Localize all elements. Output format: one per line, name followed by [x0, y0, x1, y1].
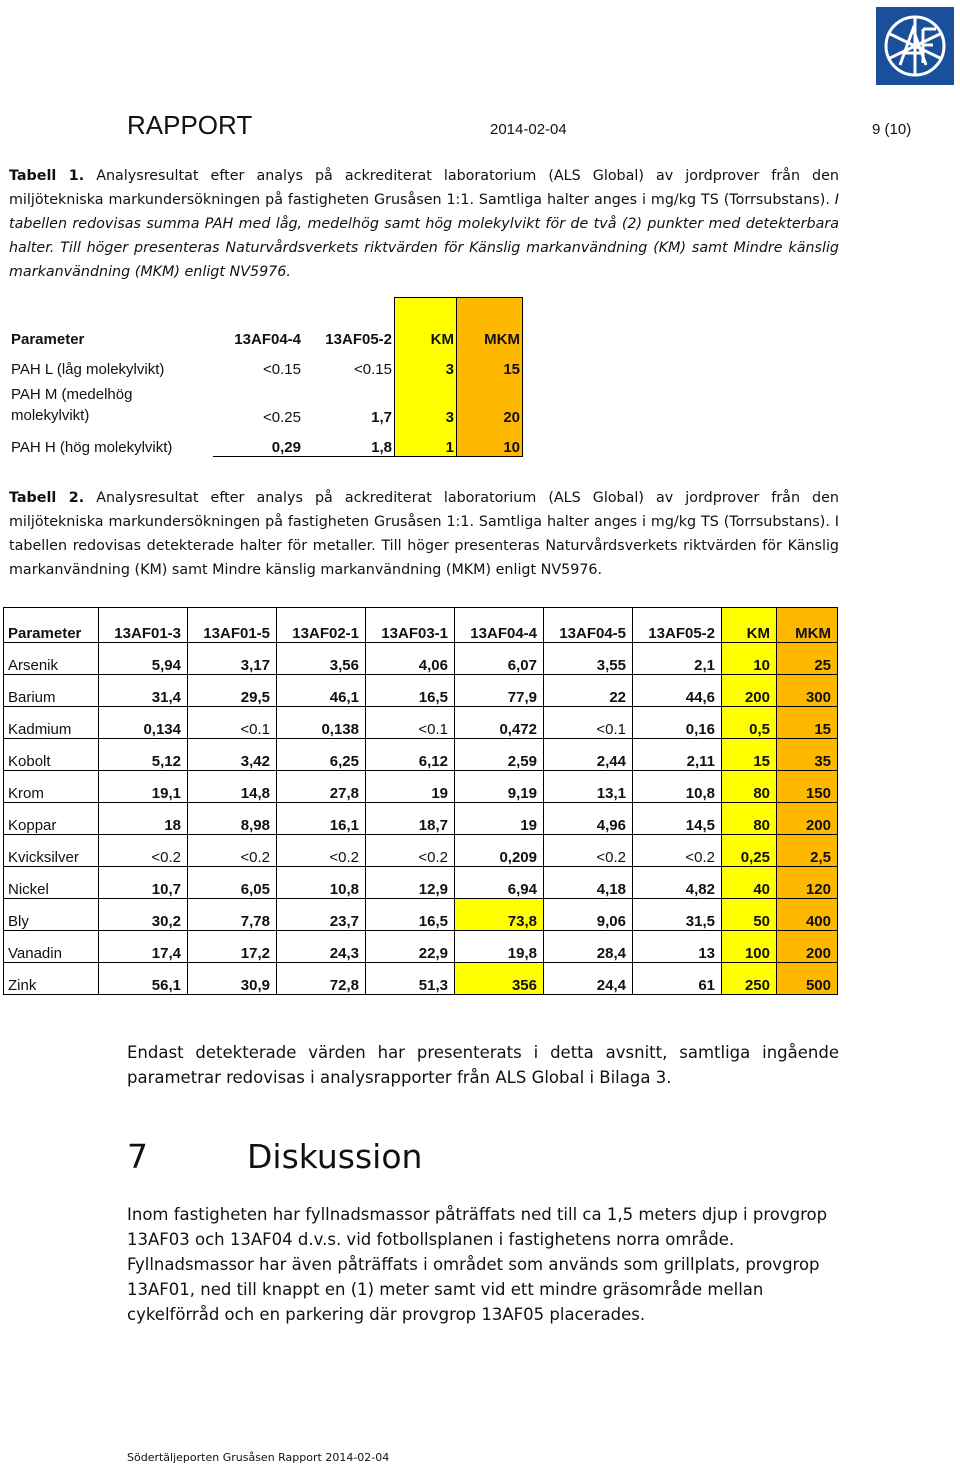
table-row: [4, 803, 838, 835]
value-cell: 17,4: [99, 931, 188, 963]
mkm-cell: 15: [457, 354, 523, 378]
km-cell: 200: [722, 675, 777, 707]
table1-caption-text: Analysresultat efter analys på ackrediterat laboratorium (ALS Global) av jordprover från den miljötekniska markundersökningen på fastigheten Grusåsen 1:1. Samtliga halter anges i mg/kg TS (Torrsubstans).: [9, 168, 839, 208]
table-row: [4, 739, 838, 771]
value-cell: <0.15: [263, 361, 301, 378]
value-cell: 16,5: [366, 675, 455, 707]
value-cell: 77,9: [455, 675, 544, 707]
header-cell: MKM: [777, 608, 838, 643]
value-cell: <0.2: [544, 835, 633, 867]
param-cell: Bly: [4, 899, 99, 931]
value-cell: 16,1: [277, 803, 366, 835]
mkm-cell: 120: [777, 867, 838, 899]
table1-label: Tabell 1.: [9, 168, 85, 184]
table-row: [4, 675, 838, 707]
param-cell: Koppar: [4, 803, 99, 835]
note-paragraph: Endast detekterade värden har presenterats i detta avsnitt, samtliga ingående parametrar redovisas i analysrapporter från ALS Global i Bilaga 3.: [127, 1043, 839, 1087]
value-cell: 6,94: [455, 867, 544, 899]
value-cell: 8,98: [188, 803, 277, 835]
km-cell: 3: [395, 354, 457, 378]
header-cell: 13AF03-1: [366, 608, 455, 643]
value-cell: 18,7: [366, 803, 455, 835]
table-row: [4, 771, 838, 803]
value-cell: 1,7: [371, 409, 392, 426]
report-title: RAPPORT: [127, 110, 253, 140]
value-cell: <0.2: [188, 835, 277, 867]
value-cell: 19: [455, 803, 544, 835]
param-cell: Barium: [4, 675, 99, 707]
value-cell: 0,209: [455, 835, 544, 867]
table2-caption: [9, 486, 839, 582]
value-cell: 61: [633, 963, 722, 995]
mkm-cell: 2,5: [777, 835, 838, 867]
value-cell: 19,1: [99, 771, 188, 803]
table-row: [4, 643, 838, 675]
value-cell: 51,3: [366, 963, 455, 995]
value-cell: 22: [544, 675, 633, 707]
value-cell: 10,8: [277, 867, 366, 899]
value-cell: 31,5: [633, 899, 722, 931]
mkm-cell: 400: [777, 899, 838, 931]
value-cell: 9,19: [455, 771, 544, 803]
km-cell: 100: [722, 931, 777, 963]
km-cell: 80: [722, 803, 777, 835]
km-cell: 10: [722, 643, 777, 675]
table-header-row: [4, 608, 838, 643]
value-cell: 13,1: [544, 771, 633, 803]
header-cell: 13AF01-5: [188, 608, 277, 643]
value-cell: 0,138: [277, 707, 366, 739]
header-cell: 13AF04-4: [455, 608, 544, 643]
value-cell: <0.25: [263, 409, 301, 426]
value-cell: 2,59: [455, 739, 544, 771]
mkm-cell: 200: [777, 803, 838, 835]
value-cell: 356: [455, 963, 544, 995]
value-cell: <0.1: [188, 707, 277, 739]
discussion-text: [127, 1202, 839, 1327]
value-cell: 4,96: [544, 803, 633, 835]
mkm-cell: 200: [777, 931, 838, 963]
value-cell: 12,9: [366, 867, 455, 899]
value-cell: <0.15: [354, 361, 392, 378]
header-cell: 13AF05-2: [633, 608, 722, 643]
value-cell: 24,3: [277, 931, 366, 963]
value-cell: 16,5: [366, 899, 455, 931]
table-row: [4, 931, 838, 963]
section-title: Diskussion: [247, 1137, 423, 1176]
table-row: [4, 835, 838, 867]
header-cell: Parameter: [11, 331, 85, 348]
value-cell: 2,44: [544, 739, 633, 771]
metals-table: [3, 607, 838, 995]
km-cell: 0,25: [722, 835, 777, 867]
mkm-cell: 25: [777, 643, 838, 675]
value-cell: 6,07: [455, 643, 544, 675]
section-number: 7: [127, 1137, 148, 1176]
value-cell: 2,11: [633, 739, 722, 771]
header-cell: Parameter: [4, 608, 99, 643]
value-cell: 18: [99, 803, 188, 835]
value-cell: 5,94: [99, 643, 188, 675]
value-cell: 3,17: [188, 643, 277, 675]
param-cell: Kobolt: [4, 739, 99, 771]
table-row: [4, 963, 838, 995]
value-cell: 6,05: [188, 867, 277, 899]
value-cell: <0.2: [633, 835, 722, 867]
mkm-cell: 10: [457, 426, 523, 456]
mkm-cell: 150: [777, 771, 838, 803]
km-cell: 250: [722, 963, 777, 995]
header-cell: 13AF04-5: [544, 608, 633, 643]
value-cell: 17,2: [188, 931, 277, 963]
km-cell: 50: [722, 899, 777, 931]
value-cell: <0.2: [366, 835, 455, 867]
param-cell: PAH H (hög molekylvikt): [11, 439, 173, 456]
km-cell: 40: [722, 867, 777, 899]
value-cell: 3,42: [188, 739, 277, 771]
header-cell: 13AF04-4: [234, 331, 301, 348]
param-cell: Kvicksilver: [4, 835, 99, 867]
value-cell: 0,29: [213, 426, 303, 456]
table-row: [4, 707, 838, 739]
value-cell: 13: [633, 931, 722, 963]
value-cell: 10,8: [633, 771, 722, 803]
table2-caption-text: Analysresultat efter analys på ackrediterat laboratorium (ALS Global) av jordprover från den miljötekniska markundersökningen på fastigheten Grusåsen 1:1. Samtliga halter anges i mg/kg TS (Torrsubstans). I tabellen redovisas detekterade halter för metaller. Till höger presenteras Naturvårdsverkets riktvärden för Känslig markanvändning (KM) samt Mindre känslig markanvändning (MKM) enligt NV5976.: [9, 490, 839, 578]
param-cell: PAH L (låg molekylvikt): [11, 361, 165, 378]
mkm-cell: 20: [457, 378, 523, 426]
mkm-cell: 300: [777, 675, 838, 707]
header-cell: KM: [722, 608, 777, 643]
km-cell: 3: [395, 378, 457, 426]
value-cell: 5,12: [99, 739, 188, 771]
discussion-paragraph: Fyllnadsmassor har även påträffats i området som används som grillplats, provgrop 13AF01, ned till knappt en (1) meter samt vid ett mindre gräsområde mellan cykelförråd och en parkering där provgrop 13AF05 placerades.: [127, 1255, 820, 1324]
param-cell: Arsenik: [4, 643, 99, 675]
km-cell: 80: [722, 771, 777, 803]
value-cell: 19,8: [455, 931, 544, 963]
value-cell: 30,2: [99, 899, 188, 931]
value-cell: 23,7: [277, 899, 366, 931]
param-line: molekylvikt): [11, 407, 90, 424]
value-cell: 6,12: [366, 739, 455, 771]
table-row: [4, 867, 838, 899]
value-cell: 14,5: [633, 803, 722, 835]
value-cell: 4,06: [366, 643, 455, 675]
value-cell: 14,8: [188, 771, 277, 803]
header-cell: 13AF02-1: [277, 608, 366, 643]
value-cell: 19: [366, 771, 455, 803]
value-cell: <0.2: [99, 835, 188, 867]
value-cell: 2,1: [633, 643, 722, 675]
value-cell: 27,8: [277, 771, 366, 803]
param-line: PAH M (medelhög: [11, 386, 133, 403]
km-cell: 1: [395, 426, 457, 456]
mkm-cell: 15: [777, 707, 838, 739]
header-cell-mkm: MKM: [457, 298, 523, 355]
value-cell: 0,472: [455, 707, 544, 739]
value-cell: 1,8: [303, 426, 395, 456]
header-cell-km: KM: [395, 298, 457, 355]
table-header-row: [9, 298, 523, 355]
value-cell: 0,16: [633, 707, 722, 739]
value-cell: 4,18: [544, 867, 633, 899]
header-cell: 13AF05-2: [325, 331, 392, 348]
mkm-cell: 500: [777, 963, 838, 995]
report-date: 2014-02-04: [490, 121, 567, 138]
value-cell: 29,5: [188, 675, 277, 707]
table1-caption-italic: I tabellen redovisas summa PAH med låg, medelhög samt hög molekylvikt för de två (2) punkter med detekterbara halter. Till höger presenteras Naturvårdsverkets riktvärden för Känslig markanvändning (KM) samt Mindre känslig markanvändning (MKM) enligt NV5976.: [9, 192, 840, 280]
value-cell: 22,9: [366, 931, 455, 963]
table2-label: Tabell 2.: [9, 490, 85, 506]
value-cell: 7,78: [188, 899, 277, 931]
discussion-paragraph: Inom fastigheten har fyllnadsmassor påträffats ned till ca 1,5 meters djup i provgrop 13AF03 och 13AF04 d.v.s. vid fotbollsplanen i fastighetens norra område.: [127, 1205, 828, 1249]
page-footer: Södertäljeporten Grusåsen Rapport 2014-02-04: [127, 1451, 390, 1464]
table-row: [9, 354, 523, 378]
table-row: [4, 899, 838, 931]
value-cell: <0.2: [277, 835, 366, 867]
table-row: [9, 378, 523, 426]
value-cell: 56,1: [99, 963, 188, 995]
km-cell: 0,5: [722, 707, 777, 739]
value-cell: 3,56: [277, 643, 366, 675]
param-cell: Zink: [4, 963, 99, 995]
value-cell: 72,8: [277, 963, 366, 995]
table-row: [9, 426, 523, 456]
value-cell: 9,06: [544, 899, 633, 931]
value-cell: 31,4: [99, 675, 188, 707]
value-cell: 28,4: [544, 931, 633, 963]
value-cell: 73,8: [455, 899, 544, 931]
value-cell: 30,9: [188, 963, 277, 995]
param-cell: [9, 378, 213, 426]
param-cell: Kadmium: [4, 707, 99, 739]
pah-table: [9, 297, 523, 457]
value-cell: 4,82: [633, 867, 722, 899]
param-cell: Krom: [4, 771, 99, 803]
table1-caption: [9, 164, 839, 284]
value-cell: <0.1: [544, 707, 633, 739]
value-cell: 6,25: [277, 739, 366, 771]
value-cell: 44,6: [633, 675, 722, 707]
mkm-cell: 35: [777, 739, 838, 771]
param-cell: Nickel: [4, 867, 99, 899]
value-cell: 24,4: [544, 963, 633, 995]
km-cell: 15: [722, 739, 777, 771]
value-cell: 3,55: [544, 643, 633, 675]
value-cell: 46,1: [277, 675, 366, 707]
header-cell: 13AF01-3: [99, 608, 188, 643]
param-cell: Vanadin: [4, 931, 99, 963]
value-cell: 0,134: [99, 707, 188, 739]
value-cell: <0.1: [366, 707, 455, 739]
value-cell: 10,7: [99, 867, 188, 899]
af-logo-icon: [876, 7, 954, 85]
page-number: 9 (10): [872, 121, 912, 138]
